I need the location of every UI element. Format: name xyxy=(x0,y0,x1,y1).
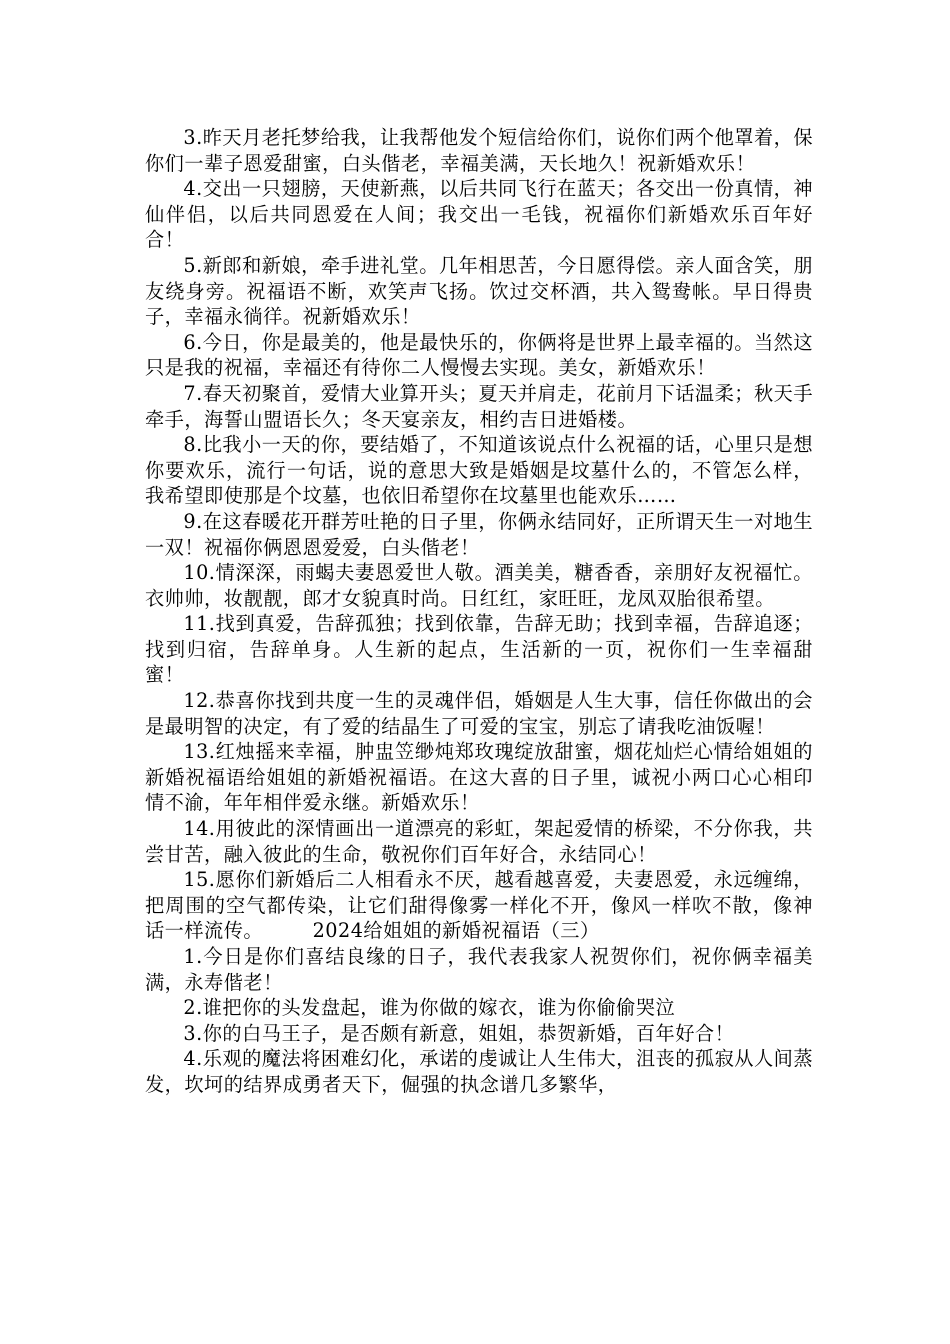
paragraph: 3.你的白马王子，是否颇有新意，姐姐，恭贺新婚，百年好合！ xyxy=(183,1021,735,1045)
paragraph: 12.恭喜你找到共度一生的灵魂伴侣，婚姻是人生大事，信任你做出的会是最明智的决定，有了爱的结晶生了可爱的宝宝，别忘了请我吃油饭喔！ xyxy=(145,689,813,738)
paragraph: 2.谁把你的头发盘起，谁为你做的嫁衣，谁为你偷偷哭泣 xyxy=(183,996,676,1020)
paragraph: 9.在这春暖花开群芳吐艳的日子里，你俩永结同好，正所谓天生一对地生一双！祝福你俩恩恩爱爱，白头偕老！ xyxy=(145,509,814,559)
paragraph: 4.交出一只翅膀，天使新燕，以后共同飞行在蓝天；各交出一份真情，神仙伴侣，以后共同恩爱在人间；我交出一毛钱，祝福你们新婚欢乐百年好合！ xyxy=(145,177,814,252)
paragraph: 6.今日，你是最美的，他是最快乐的，你俩将是世界上最幸福的。当然这只是我的祝福，幸福还有待你二人慢慢去实现。美女，新婚欢乐！ xyxy=(145,330,814,380)
paragraph: 14.用彼此的深情画出一道漂亮的彩虹，架起爱情的桥梁，不分你我，共尝甘苦，融入彼此的生命，敬祝你们百年好合，永结同心！ xyxy=(145,817,813,866)
paragraph: 1.今日是你们喜结良缘的日子，我代表我家人祝贺你们，祝你俩幸福美满，永寿偕老！ xyxy=(145,945,813,994)
paragraph: 13.红烛摇来幸福，肿盅笠缈炖郑玫瑰绽放甜蜜，烟花灿烂心情给姐姐的新婚祝福语给姐姐的新婚祝福语。在这大喜的日子里，诚祝小两口心心相印情不渝，年年相伴爱永继。新婚欢乐！ xyxy=(145,740,813,815)
paragraph: 3.昨天月老托梦给我，让我帮他发个短信给你们，说你们两个他罩着，保你们一辈子恩爱甜蜜，白头偕老，幸福美满，天长地久！祝新婚欢乐！ xyxy=(145,126,814,175)
document-page xyxy=(145,125,813,1098)
paragraph: 15.愿你们新婚后二人相看永不厌，越看越喜爱，夫妻恩爱，永远缠绵，把周围的空气都传染，让它们甜得像雾一样化不开，像风一样吹不散，像神话一样流传。 2024给姐姐的新婚祝福语（三） xyxy=(145,868,813,943)
paragraph: 10.情深深，雨蝎夫妻恩爱世人敬。酒美美，糖香香，亲朋好友祝福忙。衣帅帅，妆靓靓，郎才女貌真时尚。日红红，家旺旺，龙凤双胎很希望。 xyxy=(145,561,813,610)
paragraph: 5.新郎和新娘，牵手进礼堂。几年相思苦，今日愿得偿。亲人面含笑，朋友绕身旁。祝福语不断，欢笑声飞扬。饮过交杯酒，共入鸳鸯帐。早日得贵子，幸福永徜徉。祝新婚欢乐！ xyxy=(145,253,814,329)
paragraph: 4.乐观的魔法将困难幻化，承诺的虔诚让人生伟大，沮丧的孤寂从人间蒸发，坎坷的结界成勇者天下，倔强的执念谱几多繁华， xyxy=(145,1047,814,1096)
paragraph: 8.比我小一天的你，要结婚了，不知道该说点什么祝福的话，心里只是想你要欢乐，流行一句话，说的意思大致是婚姻是坟墓什么的，不管怎么样，我希望即使那是个坟墓，也依旧希望你在坟墓里也能欢乐…… xyxy=(145,433,814,508)
paragraph: 11.找到真爱，告辞孤独；找到依靠，告辞无助；找到幸福，告辞追逐；找到归宿，告辞单身。人生新的起点，生活新的一页，祝你们一生幸福甜蜜！ xyxy=(145,612,813,687)
paragraph: 7.春天初聚首，爱情大业算开头；夏天并肩走，花前月下话温柔；秋天手牵手，海誓山盟语长久；冬天宴亲友，相约吉日进婚楼。 xyxy=(145,381,814,431)
